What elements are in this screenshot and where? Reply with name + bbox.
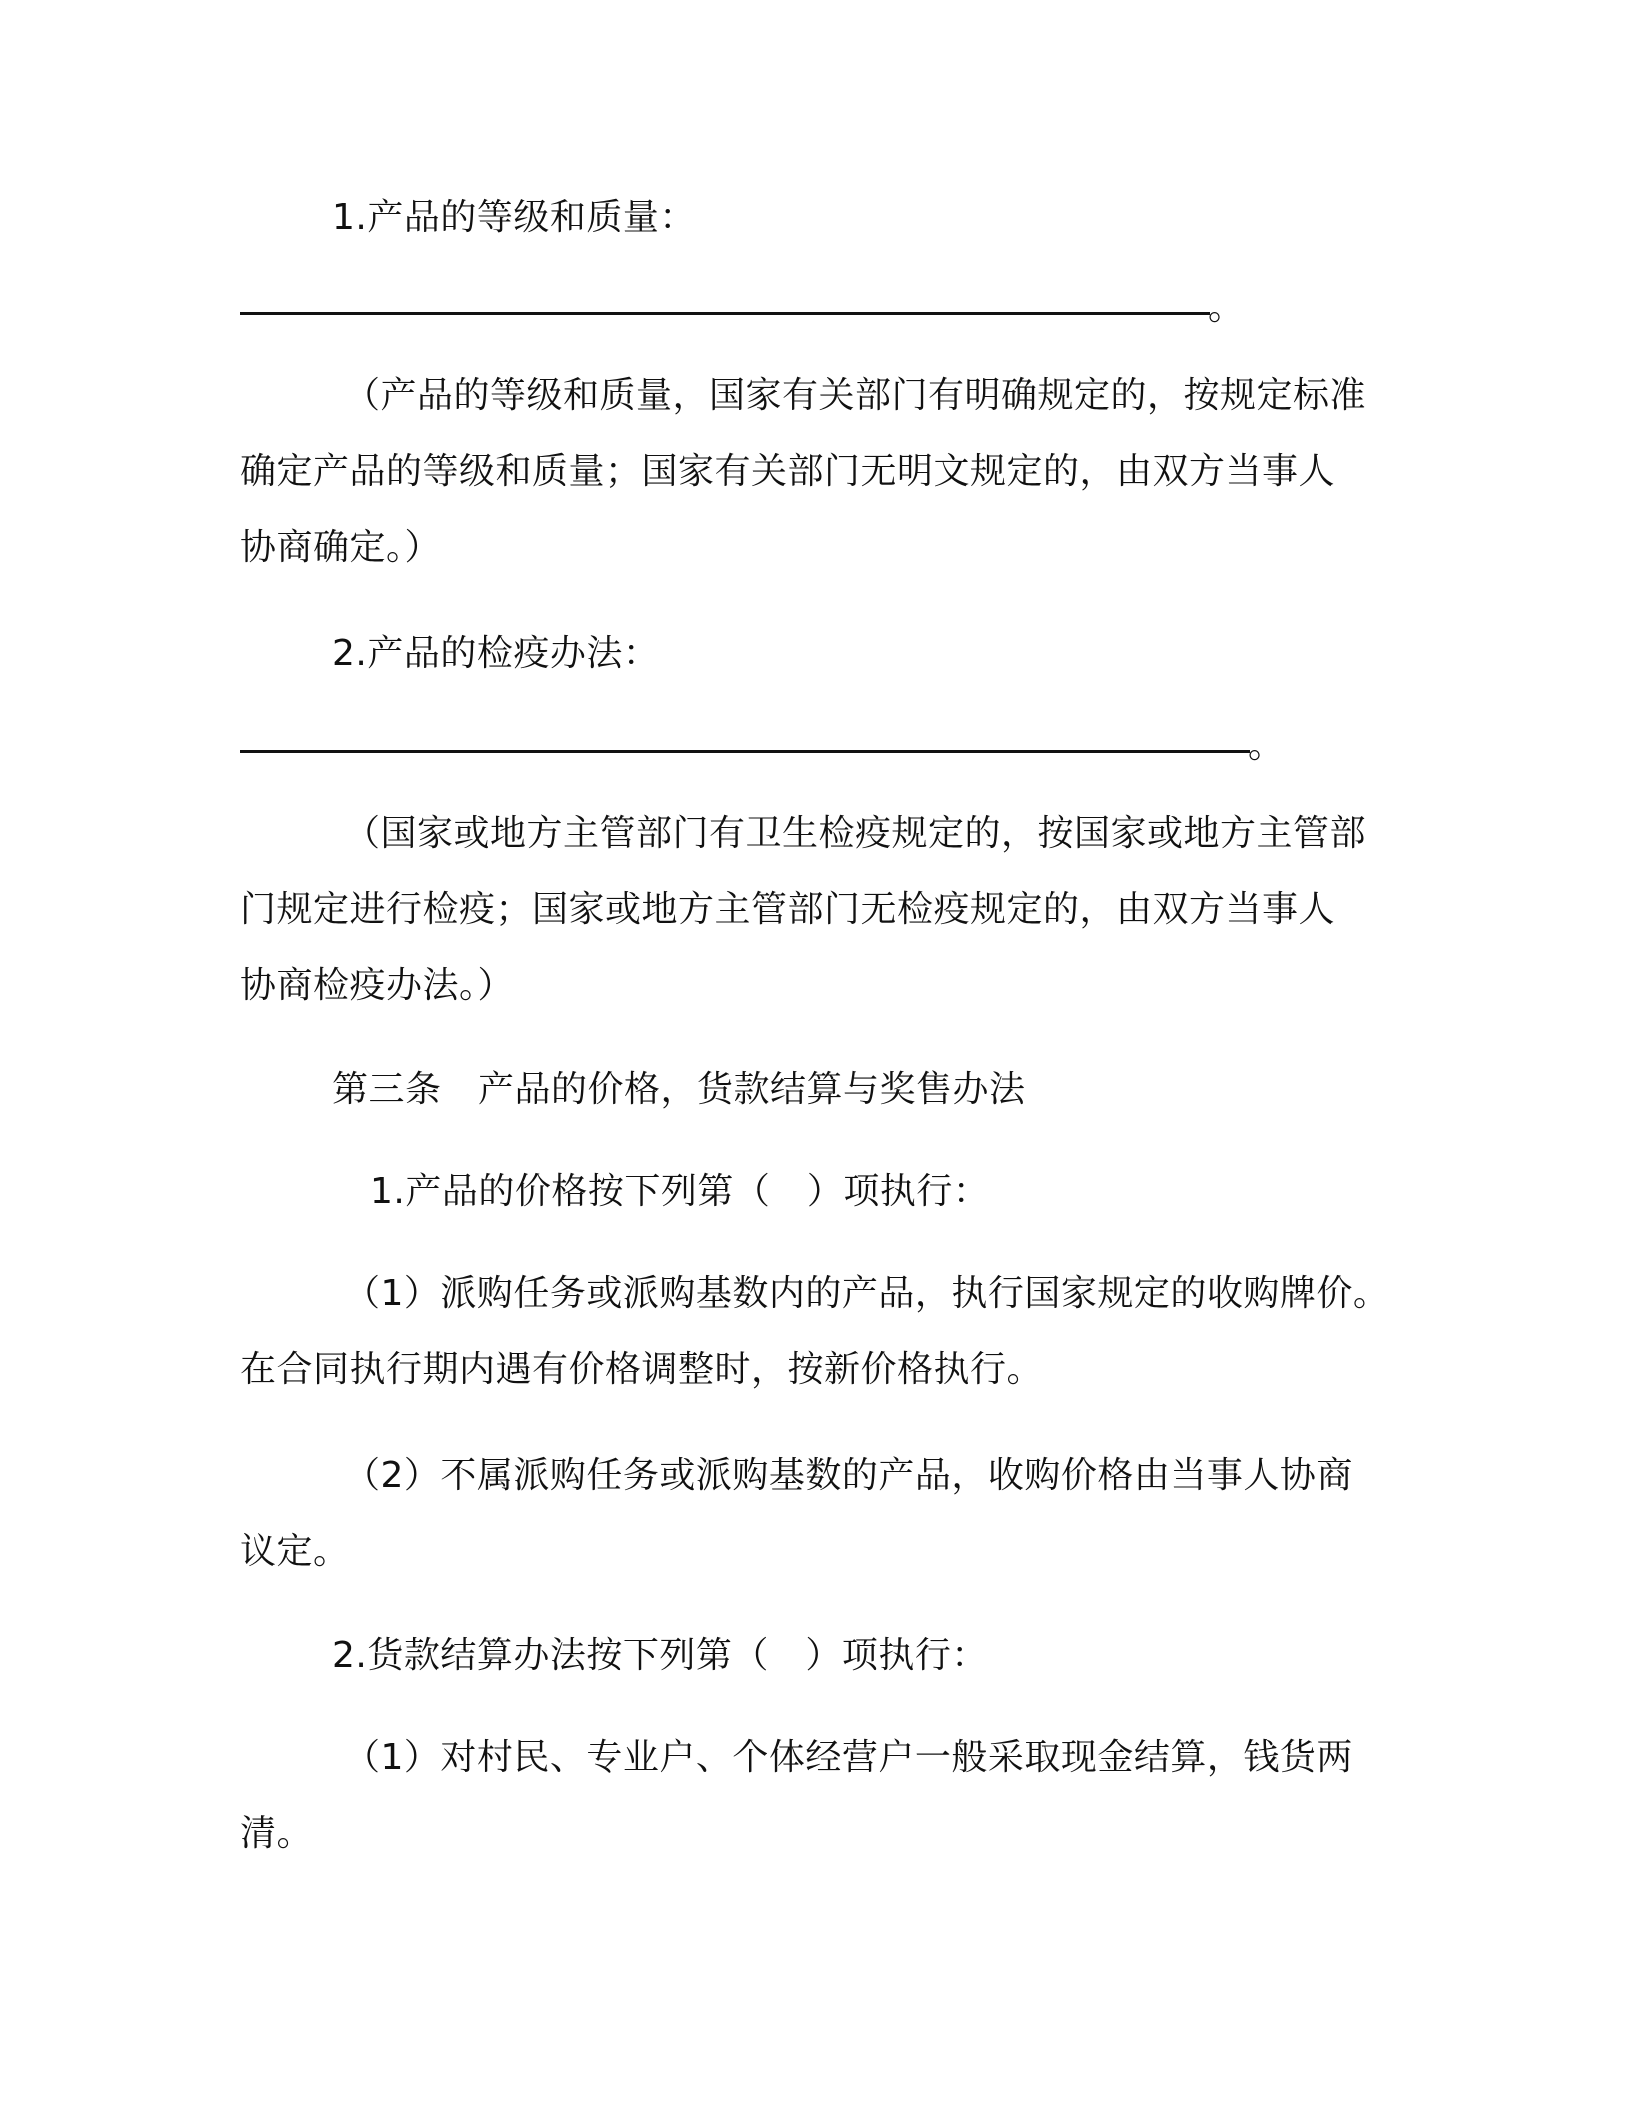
item1-note-line: （产品的等级和质量，国家有关部门有明确规定的，按规定标准: [344, 375, 1367, 416]
item1-note-line: 确定产品的等级和质量；国家有关部门无明文规定的，由双方当事人: [240, 451, 1336, 492]
item1-blank-period: 。: [1208, 287, 1245, 328]
item1-heading: 1.产品的等级和质量：: [332, 197, 696, 238]
article-3-title: 第三条 产品的价格，货款结算与奖售办法: [332, 1069, 1026, 1110]
item2-fill-blank: [240, 750, 1250, 753]
payment-option-1: （1）对村民、专业户、个体经营户一般采取现金结算，钱货两: [344, 1737, 1353, 1778]
item1-fill-blank: [240, 312, 1210, 315]
item2-heading: 2.产品的检疫办法：: [332, 633, 660, 674]
payment-option-1-cont: 清。: [240, 1813, 314, 1854]
item2-note-line: （国家或地方主管部门有卫生检疫规定的，按国家或地方主管部: [344, 813, 1367, 854]
item2-note-line: 协商检疫办法。）: [240, 965, 515, 1006]
price-option-1: （1）派购任务或派购基数内的产品，执行国家规定的收购牌价。: [344, 1273, 1390, 1314]
price-option-2: （2）不属派购任务或派购基数的产品，收购价格由当事人协商: [344, 1455, 1353, 1496]
payment-heading: 2.货款结算办法按下列第（ ）项执行：: [332, 1635, 988, 1676]
price-option-2-cont: 议定。: [240, 1531, 350, 1572]
price-option-1-cont: 在合同执行期内遇有价格调整时，按新价格执行。: [240, 1349, 1044, 1390]
item1-note-line: 协商确定。）: [240, 527, 442, 568]
price-heading: 1.产品的价格按下列第（ ）项执行：: [370, 1171, 990, 1212]
item2-note-line: 门规定进行检疫；国家或地方主管部门无检疫规定的，由双方当事人: [240, 889, 1336, 930]
item2-blank-period: 。: [1248, 725, 1285, 766]
